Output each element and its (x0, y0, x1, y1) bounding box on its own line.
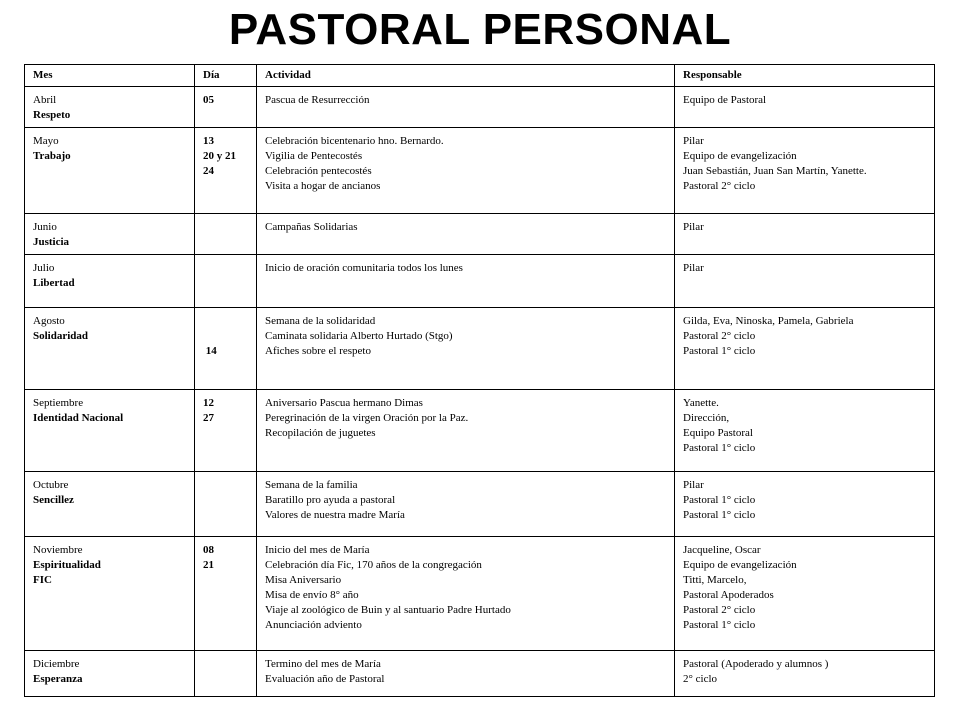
responsible-text: Pastoral 2° ciclo (683, 604, 756, 616)
responsible-text: 2° ciclo (683, 673, 718, 685)
table-row (25, 537, 935, 651)
day-cell (195, 308, 257, 390)
month-name: Junio (33, 221, 57, 233)
month-value: Trabajo (33, 150, 71, 162)
activity-text: Peregrinación de la virgen Oración por la Paz. (265, 412, 469, 424)
day-cell (195, 472, 257, 537)
schedule-table (24, 64, 935, 697)
activity-text: Semana de la solidaridad (265, 315, 376, 327)
month-name: Octubre (33, 479, 69, 491)
day-text: 13 (203, 135, 214, 147)
day-text: 08 (203, 544, 214, 556)
responsible-text: Pastoral 1° ciclo (683, 442, 756, 454)
activity-cell (257, 537, 675, 651)
activity-text: Vigilia de Pentecostés (265, 150, 363, 162)
month-cell (25, 87, 195, 128)
day-text: 21 (203, 559, 214, 571)
responsible-text: Yanette. (683, 397, 719, 409)
activity-text: Celebración bicentenario hno. Bernardo. (265, 135, 444, 147)
activity-text: Semana de la familia (265, 479, 358, 491)
month-cell (25, 128, 195, 214)
activity-text: Inicio del mes de María (265, 544, 370, 556)
activity-text: Celebración día Fic, 170 años de la congregación (265, 559, 482, 571)
responsible-text: Equipo de evangelización (683, 559, 797, 571)
activity-cell (257, 390, 675, 472)
activity-text: Campañas Solidarias (265, 221, 358, 233)
activity-text: Inicio de oración comunitaria todos los lunes (265, 262, 463, 274)
page-title: PASTORAL PERSONAL (228, 5, 732, 54)
table-row (25, 87, 935, 128)
day-cell (195, 390, 257, 472)
responsible-cell (675, 87, 935, 128)
table-row (25, 651, 935, 697)
month-cell (25, 308, 195, 390)
activity-text: Evaluación año de Pastoral (265, 673, 385, 685)
responsible-text: Titti, Marcelo, (683, 574, 747, 586)
day-text: 12 (203, 397, 214, 409)
activity-text: Afiches sobre el respeto (265, 345, 371, 357)
activity-cell (257, 214, 675, 255)
day-cell (195, 87, 257, 128)
day-text: 14 (203, 345, 217, 357)
responsible-cell (675, 537, 935, 651)
activity-cell (257, 651, 675, 697)
month-value: Solidaridad (33, 330, 89, 342)
activity-text: Anunciación adviento (265, 619, 362, 631)
activity-text: Misa Aniversario (265, 574, 342, 586)
table-row (25, 128, 935, 214)
header-dia: Día (195, 65, 257, 87)
activity-text: Termino del mes de María (265, 658, 381, 670)
header-responsable: Responsable (675, 65, 935, 87)
activity-text: Caminata solidaria Alberto Hurtado (Stgo) (265, 330, 453, 342)
responsible-cell (675, 651, 935, 697)
responsible-text: Equipo de evangelización (683, 150, 797, 162)
responsible-text: Equipo Pastoral (683, 427, 753, 439)
day-text: 20 y 21 (203, 150, 236, 162)
header-mes: Mes (25, 65, 195, 87)
responsible-cell (675, 255, 935, 308)
responsible-cell (675, 214, 935, 255)
month-value: Justicia (33, 236, 70, 248)
month-name: Diciembre (33, 658, 80, 670)
month-name: Agosto (33, 315, 65, 327)
month-cell (25, 472, 195, 537)
day-cell (195, 537, 257, 651)
responsible-text: Pilar (683, 262, 704, 274)
responsible-text: Pastoral 1° ciclo (683, 509, 756, 521)
month-value: Respeto (33, 109, 71, 121)
month-name: Mayo (33, 135, 59, 147)
day-cell (195, 214, 257, 255)
activity-cell (257, 255, 675, 308)
responsible-text: Pastoral 1° ciclo (683, 345, 756, 357)
responsible-text: Pilar (683, 221, 704, 233)
responsible-cell (675, 390, 935, 472)
responsible-text: Equipo de Pastoral (683, 94, 767, 106)
day-text: 05 (203, 94, 214, 106)
activity-text: Celebración pentecostés (265, 165, 372, 177)
activity-cell (257, 308, 675, 390)
responsible-text: Jacqueline, Oscar (683, 544, 761, 556)
month-name: Noviembre (33, 544, 83, 556)
activity-text: Visita a hogar de ancianos (265, 180, 381, 192)
month-cell (25, 537, 195, 651)
responsible-text: Pilar (683, 135, 704, 147)
month-cell (25, 390, 195, 472)
day-cell (195, 651, 257, 697)
activity-text: Aniversario Pascua hermano Dimas (265, 397, 423, 409)
responsible-text: Pastoral 2° ciclo (683, 180, 756, 192)
responsible-text: Gilda, Eva, Ninoska, Pamela, Gabriela (683, 315, 854, 327)
month-cell (25, 214, 195, 255)
activity-text: Pascua de Resurrección (265, 94, 370, 106)
month-name: Abril (33, 94, 57, 106)
month-value: Identidad Nacional (33, 412, 124, 424)
responsible-text: Pastoral (Apoderado y alumnos ) (683, 658, 829, 670)
table-row (25, 255, 935, 308)
responsible-text: Dirección, (683, 412, 730, 424)
month-value-2: FIC (33, 574, 52, 586)
month-cell (25, 651, 195, 697)
responsible-text: Pastoral 2° ciclo (683, 330, 756, 342)
activity-text: Recopilación de juguetes (265, 427, 376, 439)
activity-text: Viaje al zoológico de Buin y al santuario Padre Hurtado (265, 604, 511, 616)
activity-text: Misa de envío 8° año (265, 589, 359, 601)
month-name: Julio (33, 262, 55, 274)
table-row (25, 472, 935, 537)
responsible-text: Pastoral 1° ciclo (683, 494, 756, 506)
month-value: Libertad (33, 277, 75, 289)
table-header-row (25, 65, 935, 87)
activity-cell (257, 87, 675, 128)
day-text: 27 (203, 412, 214, 424)
day-cell (195, 128, 257, 214)
activity-cell (257, 472, 675, 537)
month-value: Espiritualidad (33, 559, 101, 571)
table-row (25, 390, 935, 472)
responsible-text: Pastoral Apoderados (683, 589, 774, 601)
month-value: Esperanza (33, 673, 83, 685)
activity-text: Baratillo pro ayuda a pastoral (265, 494, 396, 506)
month-cell (25, 255, 195, 308)
activity-cell (257, 128, 675, 214)
responsible-text: Pastoral 1° ciclo (683, 619, 756, 631)
month-value: Sencillez (33, 494, 74, 506)
month-name: Septiembre (33, 397, 84, 409)
day-text: 24 (203, 165, 214, 177)
responsible-text: Juan Sebastián, Juan San Martín, Yanette. (683, 165, 867, 177)
header-actividad: Actividad (257, 65, 675, 87)
responsible-cell (675, 128, 935, 214)
activity-text: Valores de nuestra madre María (265, 509, 405, 521)
responsible-text: Pilar (683, 479, 704, 491)
day-cell (195, 255, 257, 308)
responsible-cell (675, 472, 935, 537)
table-row (25, 308, 935, 390)
responsible-cell (675, 308, 935, 390)
table-row (25, 214, 935, 255)
